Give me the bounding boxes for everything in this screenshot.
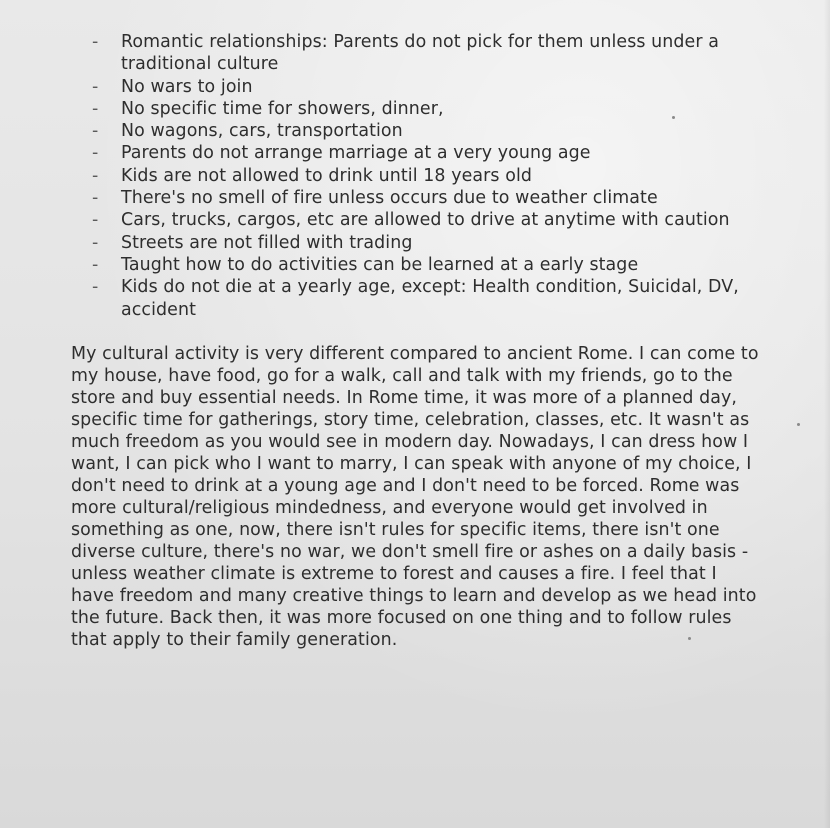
list-item — [92, 120, 752, 142]
bullet-dash: - — [92, 76, 99, 97]
list-item — [92, 98, 752, 120]
list-item — [92, 209, 752, 231]
list-item-text: No specific time for showers, dinner, — [121, 98, 444, 119]
bullet-dash: - — [92, 254, 99, 275]
bullet-dash: - — [92, 165, 99, 186]
list-item — [92, 232, 752, 254]
list-item-text: Streets are not filled with trading — [121, 232, 413, 253]
bullet-dash: - — [92, 277, 99, 298]
bullet-dash: - — [92, 143, 99, 164]
list-item-text: No wagons, cars, transportation — [121, 121, 403, 142]
bullet-list — [92, 31, 752, 321]
body-paragraph: My cultural activity is very different compared to ancient Rome. I can come to my house, have food, go for a walk, call and talk with my friends, go to the store and buy essential needs. In Rome time, it was more of a planned day, specific time for gatherings, story time, celebration, classes, etc. It wasn't as much freedom as you would see in modern day. Nowadays, I can dress how I want, I can pick who I want to marry, I can speak with anyone of my choice, I don't need to drink at a young age and I don't need to be forced. Rome was more cultural/religious mindedness, and everyone would get involved in something as one, now, there isn't rules for specific items, there isn't one diverse culture, there's no war, we don't smell fire or ashes on a daily basis - unless weather climate is extreme to forest and causes a fire. I feel that I have freedom and many creative things to learn and develop as we head into the future. Back then, it was more focused on one thing and to follow rules that apply to their family generation. — [71, 344, 759, 650]
list-item-text: There's no smell of fire unless occurs due to weather climate — [121, 188, 658, 209]
page-edge-shadow — [824, 0, 830, 828]
bullet-dash: - — [92, 32, 99, 52]
paper-speck — [688, 637, 691, 640]
list-item — [92, 76, 752, 98]
list-item — [92, 31, 752, 76]
list-item — [92, 142, 752, 164]
paper-speck — [797, 423, 800, 426]
bullet-dash: - — [92, 210, 99, 231]
bullet-dash: - — [92, 121, 99, 142]
bullet-dash: - — [92, 98, 99, 119]
list-item-text: Romantic relationships: Parents do not pick for them unless under a traditional culture — [121, 32, 719, 75]
list-item-text: Kids are not allowed to drink until 18 years old — [121, 165, 533, 186]
list-item-text: Cars, trucks, cargos, etc are allowed to drive at anytime with caution — [121, 210, 730, 231]
list-item — [92, 187, 752, 209]
bullet-dash: - — [92, 232, 99, 253]
list-item — [92, 254, 752, 276]
list-item — [92, 276, 752, 321]
bullet-dash: - — [92, 188, 99, 209]
list-item — [92, 165, 752, 187]
paper-speck — [672, 116, 675, 119]
list-item-text: Parents do not arrange marriage at a very young age — [121, 143, 591, 164]
list-item-text: No wars to join — [121, 76, 253, 97]
list-item-text: Kids do not die at a yearly age, except: Health condition, Suicidal, DV, accident — [121, 277, 739, 320]
list-item-text: Taught how to do activities can be learned at a early stage — [121, 254, 639, 275]
